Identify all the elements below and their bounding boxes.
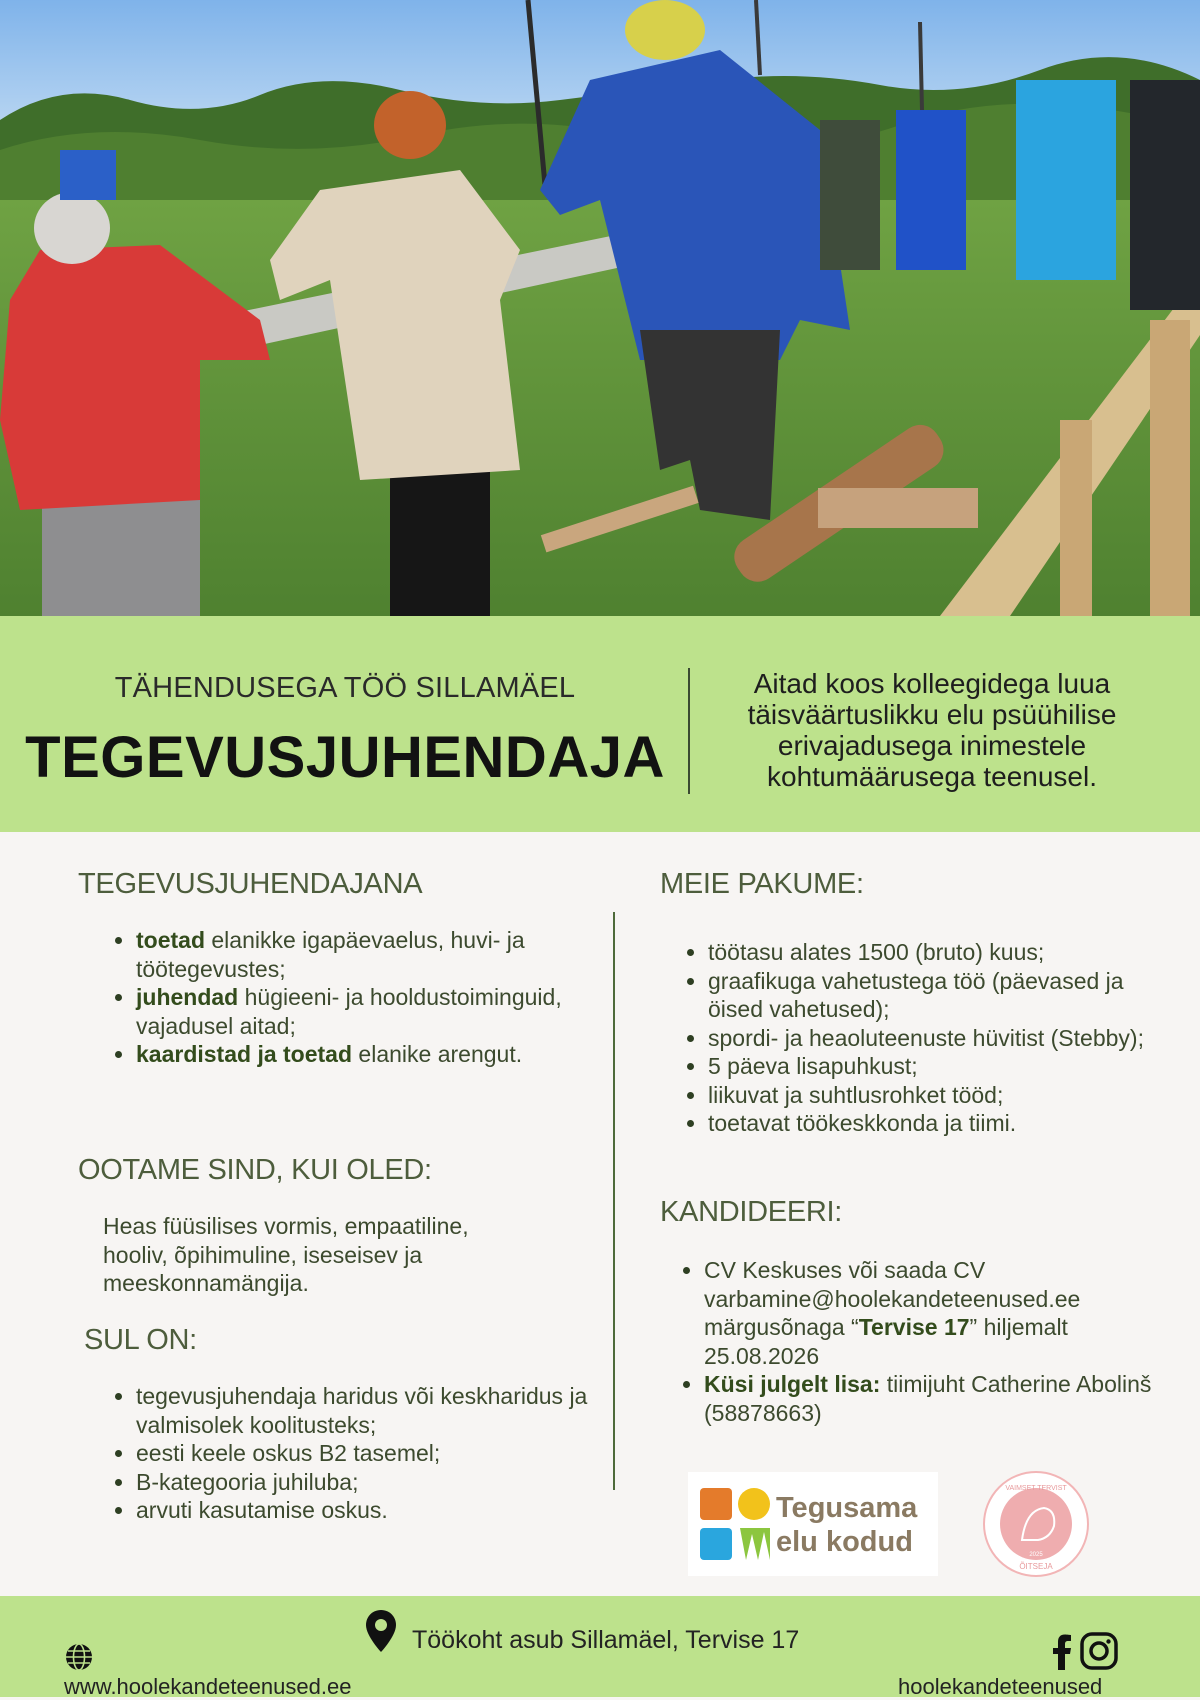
tegusama-logo-mark (696, 1484, 776, 1564)
list-item: • töötasu alates 1500 (bruto) kuus; (708, 938, 1178, 967)
duties-heading: TEGEVUSJUHENDAJANA (78, 868, 423, 900)
list-item: • eesti keele oskus B2 tasemel; (136, 1439, 636, 1468)
requirements-text: Heas füüsilises vormis, empaatiline, hooliv, õpihimuline, iseseisev ja meeskonnamängija. (103, 1213, 469, 1296)
requirements-heading: OOTAME SIND, KUI OLED: (78, 1154, 432, 1186)
facebook-icon[interactable] (1050, 1634, 1074, 1670)
list-item: • graafikuga vahetustega töö (päevased ja öised vahetused); (708, 967, 1178, 1024)
footer (0, 1596, 1200, 1697)
tegusama-logo (688, 1472, 938, 1576)
list-item: • kaardistad ja toetad elanike arengut. (136, 1040, 576, 1069)
seal-year: 2025 (1029, 1552, 1043, 1558)
list-item: • toetavat töökeskkonda ja tiimi. (708, 1109, 1178, 1138)
location-pin-icon (364, 1608, 398, 1654)
instagram-icon[interactable] (1080, 1632, 1118, 1670)
vaimset-tervist-seal (982, 1470, 1090, 1578)
qualifications-list (104, 1382, 636, 1525)
benefits-heading: MEIE PAKUME: (660, 868, 864, 900)
hero-photo (0, 0, 1200, 616)
list-item: • liikuvat ja suhtlusrohket tööd; (708, 1081, 1178, 1110)
job-details (0, 832, 1200, 1596)
qualifications-heading: SUL ON: (84, 1324, 197, 1356)
website-link[interactable]: www.hoolekandeteenused.ee (64, 1674, 352, 1699)
job-subtitle: TÄHENDUSEGA TÖÖ SILLAMÄEL (114, 672, 576, 704)
tegusama-logo-line2: elu kodud (776, 1526, 913, 1558)
benefits-list (676, 938, 1178, 1138)
list-item: • spordi- ja heaoluteenuste hüvitist (Stebby); (708, 1024, 1178, 1053)
seal-bottom-text: ÕITSEJA (1019, 1562, 1053, 1571)
list-item: • 5 päeva lisapuhkust; (708, 1052, 1178, 1081)
list-item: • juhendad hügieeni- ja hooldustoiminguid, vajadusel aitad; (136, 983, 576, 1040)
tegusama-logo-line1: Tegusama (776, 1492, 918, 1524)
job-intro: Aitad koos kolleegidega luua täisväärtuslikku elu psüühilise erivajadusega inimestele kohtumäärusega teenusel. (747, 668, 1117, 792)
seal-top-text: VAIMSET TERVIST (1005, 1485, 1067, 1492)
list-item: • B-kategooria juhiluba; (136, 1468, 636, 1497)
apply-heading: KANDIDEERI: (660, 1196, 843, 1228)
job-title: TEGEVUSJUHENDAJA (25, 725, 665, 790)
title-band (0, 616, 1200, 832)
list-item: • tegevusjuhendaja haridus või keskharidus ja valmisolek koolitusteks; (136, 1382, 636, 1439)
apply-list (672, 1256, 1184, 1427)
list-item: • toetad elanikke igapäevaelus, huvi- ja töötegevustes; (136, 926, 576, 983)
band-divider (688, 668, 690, 794)
contact-person: • Küsi julgelt lisa: tiimijuht Catherine Abolinš (58878663) (704, 1370, 1184, 1427)
hero-photo-illustration (0, 0, 1200, 616)
list-item: • arvuti kasutamise oskus. (136, 1496, 636, 1525)
social-handle[interactable]: hoolekandeteenused (898, 1674, 1103, 1699)
apply-keyword: Tervise 17 (858, 1314, 970, 1340)
duties-list (104, 926, 576, 1069)
globe-icon (64, 1642, 94, 1672)
apply-instructions: • CV Keskuses või saada CV varbamine@hoolekandeteenused.ee märgusõnaga “Tervise 17” hiljemalt 25.08.2026 (704, 1256, 1184, 1370)
work-location: Töökoht asub Sillamäel, Tervise 17 (412, 1626, 800, 1654)
apply-email[interactable]: varbamine@hoolekandeteenused.ee (704, 1285, 1081, 1312)
